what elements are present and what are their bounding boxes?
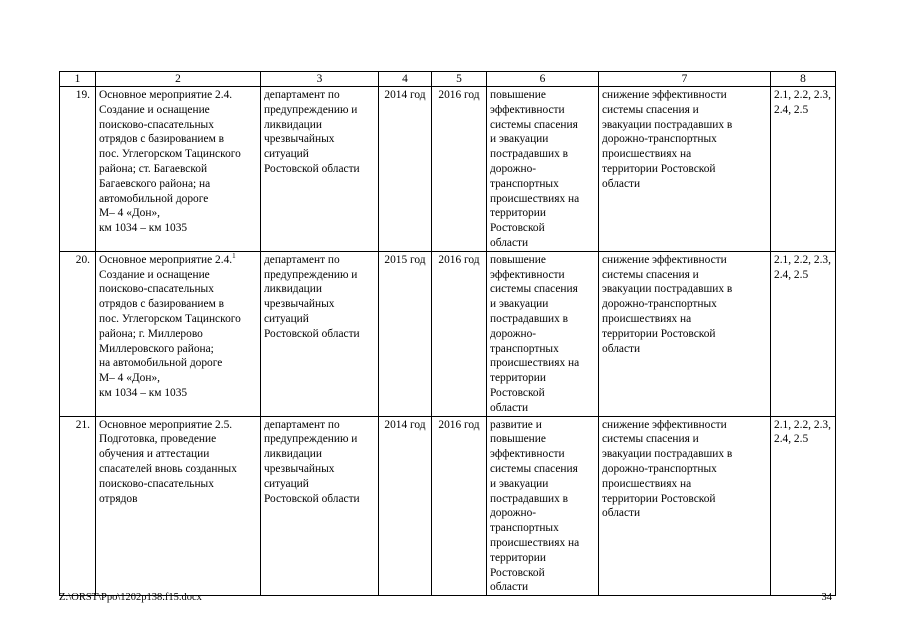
end-year-cell: 2016 год [432, 87, 487, 252]
executor-cell: департамент по предупреждению и ликвидации чрезвычайных ситуаций Ростовской области [261, 251, 379, 416]
row-number: 21. [60, 416, 96, 596]
title-superscript: 1 [232, 251, 236, 260]
row-number: 20. [60, 251, 96, 416]
consequence-cell: снижение эффективности системы спасения и эвакуации пострадавших в дорожно-транспортных происшествиях на территории Ростовской области [599, 251, 771, 416]
activity-cell [96, 251, 261, 416]
footer-file-path: Z:\ORST\Ppo\1202p138.f15.docx [59, 592, 202, 603]
activity-cell [96, 87, 261, 252]
column-header: 4 [379, 72, 432, 87]
table-row [60, 251, 836, 416]
row-number: 19. [60, 87, 96, 252]
indicators-cell: 2.1, 2.2, 2.3, 2.4, 2.5 [771, 416, 836, 596]
column-header: 1 [60, 72, 96, 87]
table-row [60, 416, 836, 596]
consequence-cell: снижение эффективности системы спасения и эвакуации пострадавших в дорожно-транспортных происшествиях на территории Ростовской области [599, 416, 771, 596]
program-table [59, 71, 836, 596]
consequence-cell: снижение эффективности системы спасения и эвакуации пострадавших в дорожно-транспортных происшествиях на территории Ростовской области [599, 87, 771, 252]
end-year-cell: 2016 год [432, 251, 487, 416]
activity-description: Создание и оснащение поисково-спасательных отрядов с базированием в пос. Углегорском Тацинского района; г. Миллерово Миллеровского района; на автомобильной дороге М– 4 «Дон», км 1034 – км 1035 [99, 268, 241, 399]
executor-cell: департамент по предупреждению и ликвидации чрезвычайных ситуаций Ростовской области [261, 87, 379, 252]
activity-description: Подготовка, проведение обучения и аттестации спасателей вновь созданных поисково-спасательных отрядов [99, 433, 237, 505]
table-row [60, 87, 836, 252]
activity-title: Основное мероприятие 2.4. [99, 253, 233, 266]
table-header-row [60, 72, 836, 87]
expected-result-cell: развитие и повышение эффективности системы спасения и эвакуации пострадавших в дорожно- транспортных происшествиях на территории Ростовской области [487, 416, 599, 596]
executor-cell: департамент по предупреждению и ликвидации чрезвычайных ситуаций Ростовской области [261, 416, 379, 596]
expected-result-cell: повышение эффективности системы спасения и эвакуации пострадавших в дорожно- транспортных происшествиях на территории Ростовской области [487, 251, 599, 416]
page-number: 34 [821, 592, 832, 603]
activity-title: Основное мероприятие 2.5. [99, 418, 233, 431]
activity-cell [96, 416, 261, 596]
activity-description: Создание и оснащение поисково-спасательных отрядов с базированием в пос. Углегорском Тацинского района; ст. Багаевской Багаевского района; на автомобильной дороге М– 4 «Дон», км 1034 – км 1035 [99, 103, 241, 235]
expected-result-cell: повышение эффективности системы спасения и эвакуации пострадавших в дорожно- транспортных происшествиях на территории Ростовской области [487, 87, 599, 252]
column-header: 5 [432, 72, 487, 87]
start-year-cell: 2014 год [379, 416, 432, 596]
start-year-cell: 2014 год [379, 87, 432, 252]
column-header: 3 [261, 72, 379, 87]
indicators-cell: 2.1, 2.2, 2.3, 2.4, 2.5 [771, 251, 836, 416]
column-header: 2 [96, 72, 261, 87]
column-header: 8 [771, 72, 836, 87]
activity-title: Основное мероприятие 2.4. [99, 89, 233, 101]
end-year-cell: 2016 год [432, 416, 487, 596]
start-year-cell: 2015 год [379, 251, 432, 416]
column-header: 6 [487, 72, 599, 87]
column-header: 7 [599, 72, 771, 87]
indicators-cell: 2.1, 2.2, 2.3, 2.4, 2.5 [771, 87, 836, 252]
